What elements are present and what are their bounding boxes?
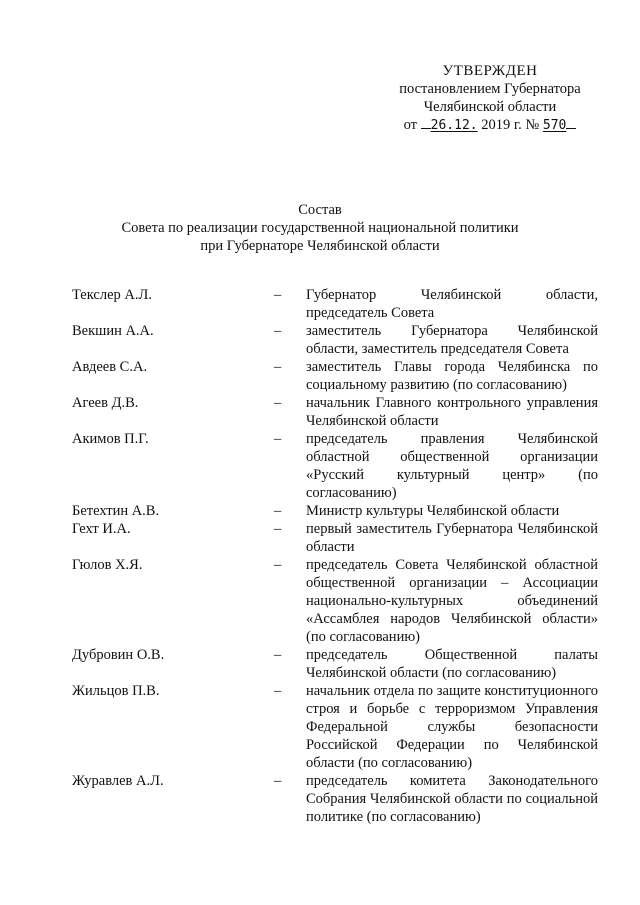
member-name: Агеев Д.В. xyxy=(72,395,139,411)
members-list xyxy=(72,286,600,826)
member-dash: – xyxy=(274,683,282,699)
member-name: Акимов П.Г. xyxy=(72,431,149,447)
member-dash: – xyxy=(274,431,282,447)
member-row xyxy=(72,322,600,358)
approval-line-2: Челябинской области xyxy=(423,99,557,115)
member-row xyxy=(72,358,600,394)
member-row xyxy=(72,520,600,556)
member-dash: – xyxy=(274,647,282,663)
member-name: Бетехтин А.В. xyxy=(72,503,160,519)
member-role: начальник отдела по защите конституционного строя и борьбе с терроризмом Управления Федеральной службы безопасности Российской Федерации по Челябинской области (по согласованию) xyxy=(306,683,598,771)
member-name: Авдеев С.А. xyxy=(72,359,148,375)
member-row xyxy=(72,430,600,502)
member-role: председатель комитета Законодательного Собрания Челябинской области по социальной политике (по согласованию) xyxy=(306,773,598,825)
approval-date: 26.12. xyxy=(430,118,478,133)
member-role: председатель правления Челябинской областной общественной организации «Русский культурный центр» (по согласованию) xyxy=(306,431,598,501)
member-name: Гехт И.А. xyxy=(72,521,131,537)
member-role: Губернатор Челябинской области, председатель Совета xyxy=(306,287,598,321)
member-row xyxy=(72,772,600,826)
member-row xyxy=(72,682,600,772)
date-underline-left xyxy=(421,116,431,129)
member-role: заместитель Губернатора Челябинской области, заместитель председателя Совета xyxy=(306,323,598,357)
approval-line-1: постановлением Губернатора xyxy=(399,81,581,97)
member-dash: – xyxy=(274,323,282,339)
member-role: заместитель Главы города Челябинска по социальному развитию (по согласованию) xyxy=(306,359,598,393)
member-dash: – xyxy=(274,521,282,537)
member-row xyxy=(72,502,600,520)
member-name: Текслер А.Л. xyxy=(72,287,152,303)
member-role: начальник Главного контрольного управления Челябинской области xyxy=(306,395,598,429)
member-dash: – xyxy=(274,773,282,789)
heading-line-1: Состав xyxy=(298,202,342,218)
member-role: председатель Общественной палаты Челябинской области (по согласованию) xyxy=(306,647,598,681)
document-heading xyxy=(0,201,640,255)
member-name: Векшин А.А. xyxy=(72,323,154,339)
member-role: Министр культуры Челябинской области xyxy=(306,503,560,519)
member-dash: – xyxy=(274,557,282,573)
member-row xyxy=(72,646,600,682)
number-underline-right xyxy=(566,116,576,129)
approval-number: 570 xyxy=(542,118,567,133)
member-row xyxy=(72,286,600,322)
approval-year: 2019 г. № xyxy=(481,117,540,133)
member-row xyxy=(72,556,600,646)
member-name: Дубровин О.В. xyxy=(72,647,165,663)
member-dash: – xyxy=(274,359,282,375)
member-row xyxy=(72,394,600,430)
heading-line-2: Совета по реализации государственной национальной политики xyxy=(121,220,519,236)
member-dash: – xyxy=(274,287,282,303)
member-name: Жильцов П.В. xyxy=(72,683,160,699)
member-dash: – xyxy=(274,395,282,411)
approval-block xyxy=(380,62,600,135)
member-role: первый заместитель Губернатора Челябинской области xyxy=(306,521,598,555)
approval-date-line xyxy=(380,116,600,135)
member-name: Гюлов Х.Я. xyxy=(72,557,143,573)
member-name: Журавлев А.Л. xyxy=(72,773,164,789)
date-prefix: от xyxy=(403,117,418,133)
approval-title: УТВЕРЖДЕН xyxy=(442,63,538,79)
member-dash: – xyxy=(274,503,282,519)
member-role: председатель Совета Челябинской областной общественной организации – Ассоциации национально-культурных объединений «Ассамблея народов Челябинской области» (по согласованию) xyxy=(306,557,598,645)
heading-line-3: при Губернаторе Челябинской области xyxy=(200,238,440,254)
